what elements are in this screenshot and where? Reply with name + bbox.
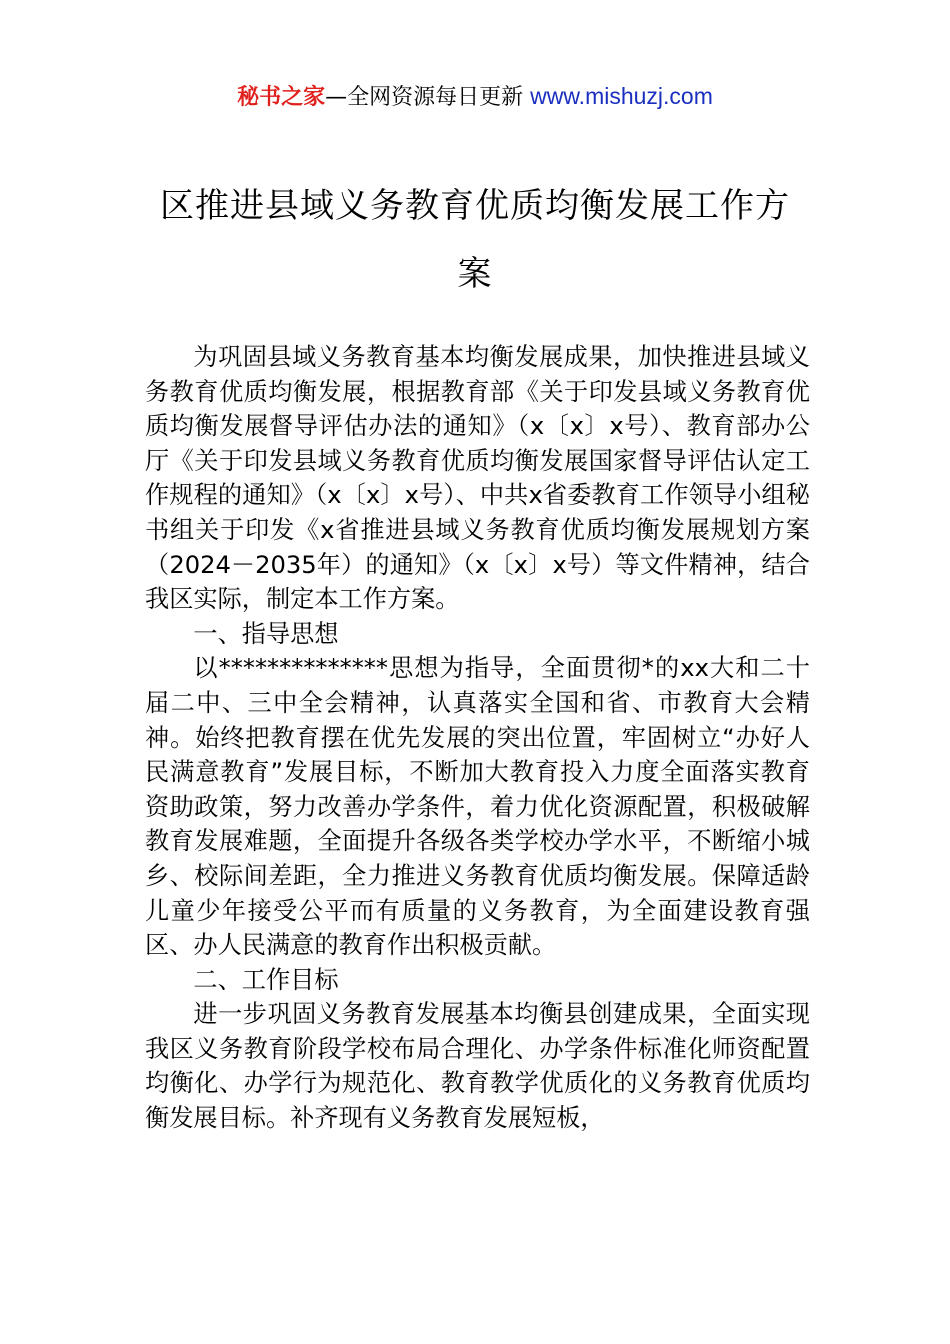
intro-paragraph: 为巩固县域义务教育基本均衡发展成果，加快推进县域义务教育优质均衡发展，根据教育部《关于印发县域义务教育优质均衡发展督导评估办法的通知》（x〔x〕x号）、教育部办公厅《关于印发县域义务教育优质均衡发展国家督导评估认定工作规程的通知》（x〔x〕x号）、中共x省委教育工作领导小组秘书组关于印发《x省推进县域义务教育优质均衡发展规划方案（2024－2035年）的通知》（x〔x〕x号）等文件精神，结合我区实际，制定本工作方案。: [145, 343, 810, 614]
section-heading-guiding-ideology: 一、指导思想: [193, 619, 339, 648]
site-brand: 秘书之家: [237, 85, 326, 110]
document-title: 区推进县域义务教育优质均衡发展工作方案: [160, 186, 790, 294]
section-text-work-goals: 进一步巩固义务教育发展基本均衡县创建成果，全面实现我区义务教育阶段学校布局合理化、办学条件标准化师资配置均衡化、办学行为规范化、教育教学优质化的义务教育优质均衡发展目标。补齐现有义务教育发展短板，: [145, 1000, 810, 1133]
section-heading-work-goals: 二、工作目标: [193, 965, 339, 994]
document-body: [145, 340, 810, 1136]
section-text-guiding-ideology: 以**************思想为指导，全面贯彻*的xx大和二十届二中、三中全会精神，认真落实全国和省、市教育大会精神。始终把教育摆在优先发展的突出位置，牢固树立“办好人民满意教育”发展目标，不断加大教育投入力度全面落实教育资助政策，努力改善办学条件，着力优化资源配置，积极破解教育发展难题，全面提升各级各类学校办学水平，不断缩小城乡、校际间差距，全力推进义务教育优质均衡发展。保障适龄儿童少年接受公平而有质量的义务教育，为全面建设教育强区、办人民满意的教育作出积极贡献。: [145, 654, 810, 960]
site-header: [0, 80, 950, 114]
site-slogan: —全网资源每日更新: [325, 85, 524, 110]
site-url-link[interactable]: www.mishuzj.com: [530, 83, 713, 109]
